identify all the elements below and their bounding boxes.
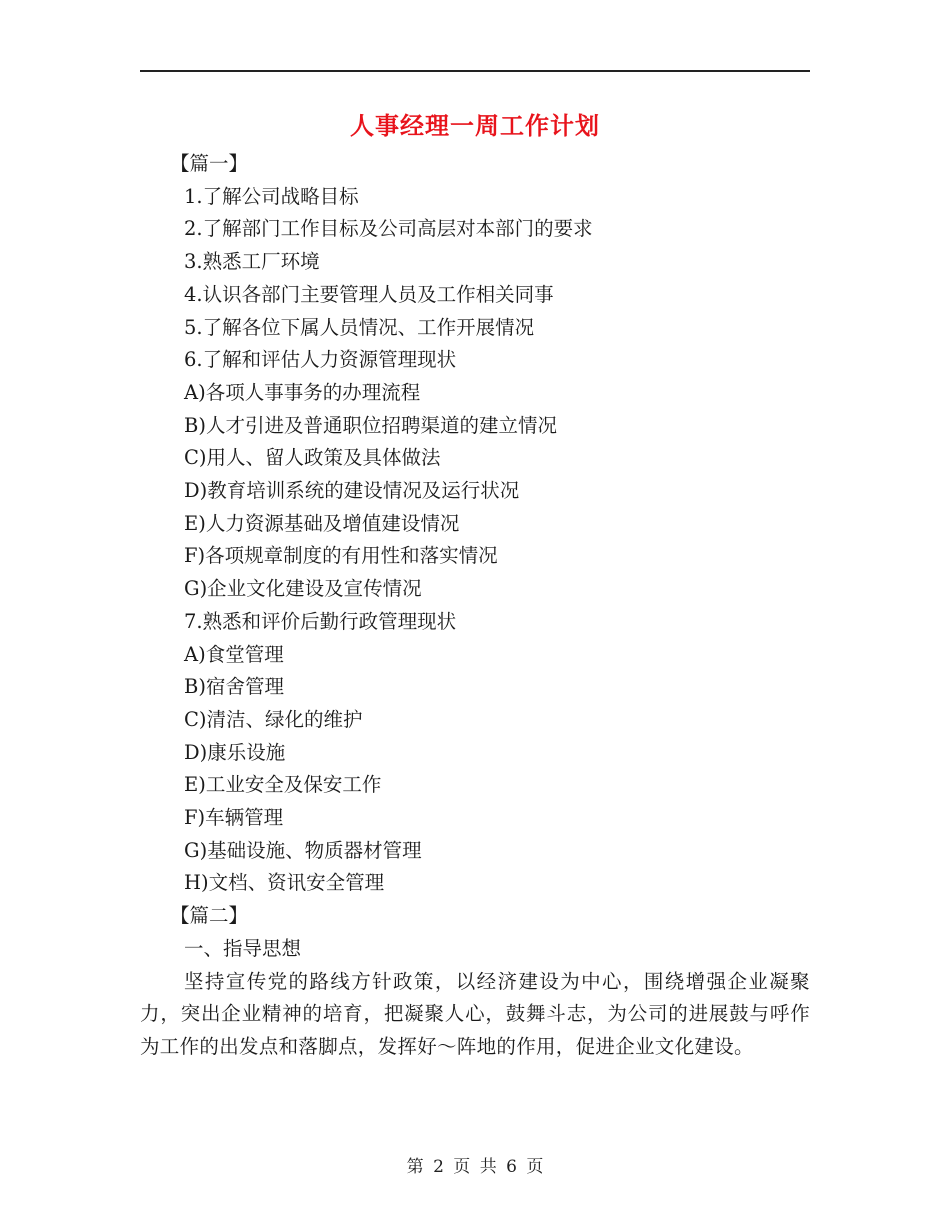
list-item: E)工业安全及保安工作 (184, 773, 382, 797)
list-item: C)清洁、绿化的维护 (184, 707, 363, 731)
list-item: 6.了解和评估人力资源管理现状 (184, 348, 457, 372)
page-footer: 第 2 页 共 6 页 (406, 1157, 544, 1177)
list-item: G)企业文化建设及宣传情况 (184, 577, 422, 601)
part2-paragraph: 坚持宣传党的路线方针政策，以经济建设为中心，围绕增强企业凝聚力，突出企业精神的培育，把凝聚人心，鼓舞斗志，为公司的进展鼓与呼作为工作的出发点和落脚点，发挥好～阵地的作用，促进企业文化建设。 (140, 969, 810, 1058)
header-rule (140, 70, 810, 72)
part2-heading: 【篇二】 (170, 904, 249, 928)
document-body (140, 148, 810, 1064)
list-item: G)基础设施、物质器材管理 (184, 838, 422, 862)
list-item: A)各项人事事务的办理流程 (184, 380, 421, 404)
list-item: A)食堂管理 (184, 642, 284, 666)
part1-list (140, 181, 810, 900)
list-item: 2.了解部门工作目标及公司高层对本部门的要求 (184, 217, 593, 241)
list-item: 4.认识各部门主要管理人员及工作相关同事 (184, 282, 554, 306)
list-item: H)文档、资讯安全管理 (184, 871, 385, 895)
list-item: F)各项规章制度的有用性和落实情况 (184, 544, 498, 568)
part1-heading: 【篇一】 (170, 152, 249, 175)
document-title: 人事经理一周工作计划 (350, 111, 600, 140)
list-item: F)车辆管理 (184, 806, 284, 830)
list-item: 7.熟悉和评价后勤行政管理现状 (184, 609, 457, 633)
list-item: B)宿舍管理 (184, 675, 284, 699)
list-item: E)人力资源基础及增值建设情况 (184, 511, 460, 535)
list-item: C)用人、留人政策及具体做法 (184, 446, 441, 470)
list-item: B)人才引进及普通职位招聘渠道的建立情况 (184, 413, 557, 437)
list-item: 5.了解各位下属人员情况、工作开展情况 (184, 315, 535, 339)
list-item: D)康乐设施 (184, 740, 286, 764)
list-item: 3.熟悉工厂环境 (184, 250, 320, 274)
part2-subheading: 一、指导思想 (184, 936, 302, 960)
list-item: D)教育培训系统的建设情况及运行状况 (184, 479, 520, 503)
list-item: 1.了解公司战略目标 (184, 184, 359, 208)
